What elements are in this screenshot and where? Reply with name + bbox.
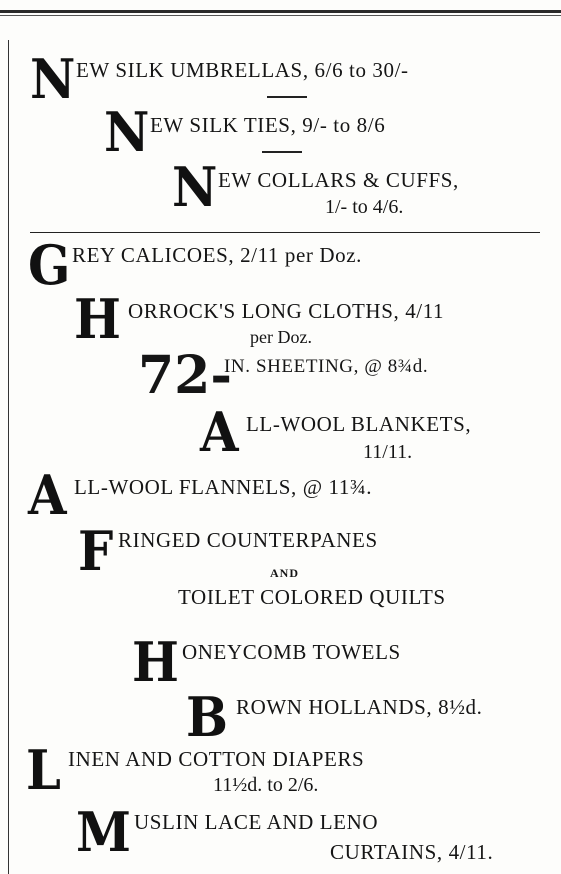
section-divider — [30, 232, 540, 233]
ad-price: 4/11 — [405, 299, 445, 323]
ad-price-sub: 11½d. to 2/6. — [213, 774, 319, 796]
ad-line-silk-umbrellas — [76, 58, 409, 82]
ad-price-sub: per Doz. — [250, 327, 312, 347]
ad-price-sub: 11/11. — [363, 441, 413, 463]
left-border — [8, 40, 9, 874]
drop-cap-g: G — [28, 233, 71, 297]
ad-line-quilts: TOILET COLORED QUILTS — [178, 585, 446, 609]
ad-line-curtains: CURTAINS, 4/11. — [330, 840, 494, 864]
ad-line-silk-ties — [150, 113, 385, 137]
ad-line-flannels — [74, 475, 372, 499]
ad-line-collars-cuffs — [218, 168, 459, 192]
separator-dash — [262, 151, 302, 153]
ad-price: @ 8¾d. — [364, 356, 429, 377]
ad-line-sheeting — [224, 355, 428, 379]
drop-cap-n: N — [172, 155, 218, 219]
and-connector: AND — [270, 566, 299, 580]
top-rule — [0, 10, 561, 13]
drop-cap-h: H — [132, 630, 179, 694]
ad-price: 9/- to 8/6 — [302, 113, 386, 137]
drop-cap-b: B — [186, 685, 229, 749]
drop-cap-n: N — [104, 100, 150, 164]
ad-line-towels — [182, 640, 401, 664]
separator-dash — [267, 96, 307, 98]
ad-price: 8½d. — [438, 695, 483, 719]
big-number-72: 72- — [138, 345, 232, 406]
ad-line-grey-calicoes — [72, 243, 362, 267]
ad-line-long-cloths — [128, 299, 444, 323]
ad-text: ORROCK'S LONG CLOTHS, — [128, 299, 400, 323]
ad-text: REY CALICOES, — [72, 243, 235, 267]
ad-line-counterpanes — [118, 528, 378, 552]
drop-cap-m: M — [76, 800, 131, 864]
ad-text: EW SILK UMBRELLAS, — [76, 58, 309, 82]
ad-line-blankets — [246, 412, 471, 436]
ad-text: EW COLLARS & CUFFS, — [218, 168, 459, 192]
ad-text: USLIN LACE AND LENO — [134, 810, 379, 834]
ad-line-muslin — [134, 810, 378, 834]
drop-cap-f: F — [78, 519, 114, 583]
ad-price: 6/6 to 30/- — [314, 58, 409, 82]
drop-cap-l: L — [26, 738, 61, 802]
ad-price: @ 11¾. — [302, 475, 373, 499]
drop-cap-n: N — [30, 47, 76, 111]
ad-text: RINGED COUNTERPANES — [118, 528, 378, 552]
ad-text: LL-WOOL BLANKETS, — [246, 412, 472, 436]
ad-text: ROWN HOLLANDS, — [236, 695, 433, 719]
ad-price-sub: 1/- to 4/6. — [325, 196, 404, 218]
ad-line-hollands — [236, 695, 483, 719]
ad-text: ONEYCOMB TOWELS — [182, 640, 401, 664]
top-rule-thin — [0, 15, 561, 16]
ad-text: EW SILK TIES, — [150, 113, 297, 137]
drop-cap-h: H — [74, 287, 121, 351]
ad-line-diapers — [68, 747, 364, 771]
ad-text: INEN AND COTTON DIAPERS — [68, 747, 365, 771]
drop-cap-a: A — [200, 400, 239, 464]
drop-cap-a: A — [28, 463, 67, 527]
ad-text: IN. SHEETING, — [224, 356, 359, 377]
ad-text: LL-WOOL FLANNELS, — [74, 475, 297, 499]
ad-price: 2/11 per Doz. — [240, 243, 362, 267]
